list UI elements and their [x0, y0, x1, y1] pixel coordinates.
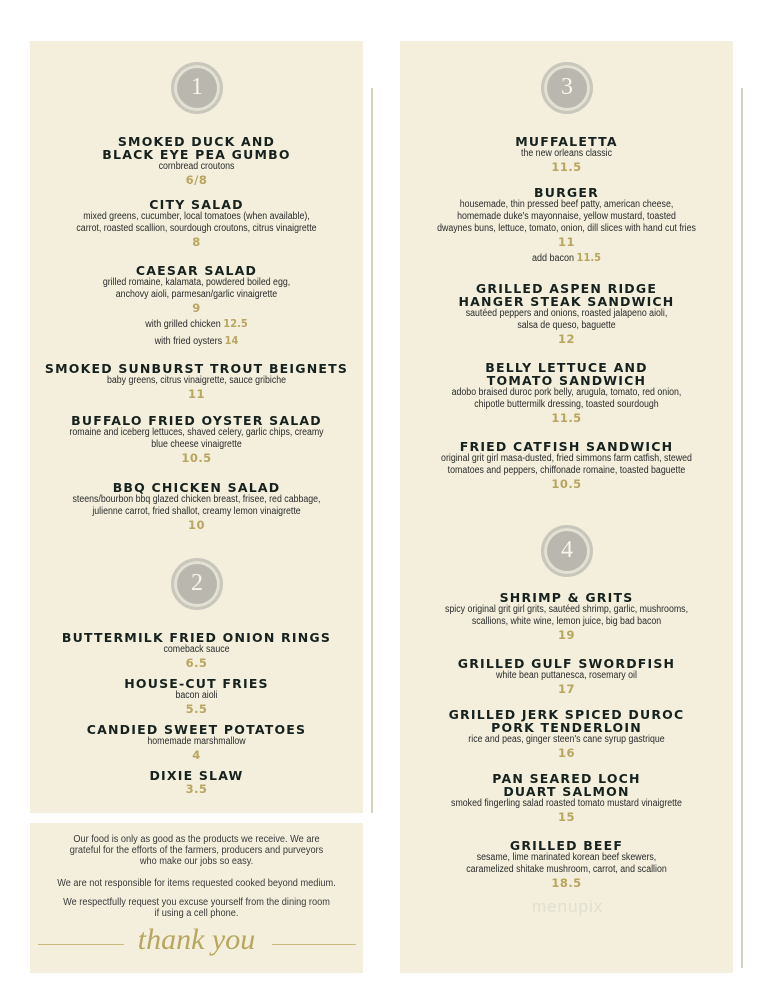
- item-description: carrot, roasted scallion, sourdough croutons, citrus vinaigrette: [76, 223, 317, 234]
- item-description: anchovy aioli, parmesan/garlic vinaigrette: [115, 289, 278, 300]
- item-description: romaine and iceberg lettuces, shaved celery, garlic chips, creamy: [69, 427, 324, 438]
- item-name: BUTTERMILK FRIED ONION RINGS: [61, 630, 332, 645]
- menu-item-caesar-salad: [30, 264, 363, 350]
- item-name: GRILLED ASPEN RIDGE: [475, 281, 658, 296]
- item-description: sesame, lime marinated korean beef skewers,: [476, 852, 657, 863]
- item-price: 10: [187, 518, 205, 532]
- menu-item-city-salad: [30, 198, 363, 250]
- item-name: PORK TENDERLOIN: [491, 720, 642, 735]
- menu-item-hanger-steak: [400, 282, 733, 347]
- item-description: grilled romaine, kalamata, powdered boiled egg,: [102, 277, 291, 288]
- item-name: DIXIE SLAW: [149, 768, 244, 783]
- item-description: blue cheese vinaigrette: [151, 439, 242, 450]
- item-price: 8: [192, 235, 201, 249]
- section-badge-3: 3: [541, 62, 593, 114]
- item-price: 4: [192, 748, 201, 762]
- item-description: steens/bourbon bbq glazed chicken breast, frisee, red cabbage,: [72, 494, 321, 505]
- item-name: PAN SEARED LOCH: [492, 771, 641, 786]
- menu-item-catfish: [400, 440, 733, 492]
- section-badge-1: 1: [171, 62, 223, 114]
- menu-item-fries: [30, 677, 363, 717]
- item-price: 6/8: [185, 173, 208, 187]
- item-addon: with grilled chicken 12.5: [145, 317, 248, 330]
- item-description: spicy original grit girl grits, sautéed shrimp, garlic, mushrooms,: [444, 604, 689, 615]
- item-description: original grit girl masa-dusted, fried simmons farm catfish, stewed: [441, 453, 692, 464]
- divider-line: [371, 88, 373, 813]
- item-description: comeback sauce: [163, 644, 230, 655]
- item-description: baby greens, citrus vinaigrette, sauce gribiche: [106, 375, 287, 386]
- menu-item-dixie-slaw: [30, 769, 363, 797]
- item-price: 6.5: [185, 656, 208, 670]
- item-description: caramelized shitake mushroom, carrot, and scallion: [466, 864, 667, 875]
- item-name: DUART SALMON: [503, 784, 630, 799]
- item-description: smoked fingerling salad roasted tomato mustard vinaigrette: [451, 798, 682, 809]
- menu-item-bbq-chicken-salad: [30, 481, 363, 533]
- item-price: 11: [187, 387, 205, 401]
- item-description: rice and peas, ginger steen's cane syrup gastrique: [468, 734, 665, 745]
- item-name: BURGER: [534, 185, 599, 200]
- item-name: GRILLED GULF SWORDFISH: [457, 656, 676, 671]
- menu-item-jerk-pork: [400, 708, 733, 761]
- item-description: cornbread croutons: [158, 161, 235, 172]
- item-price: 9: [192, 301, 201, 315]
- menu-item-muffaletta: [400, 135, 733, 175]
- item-price: 19: [557, 628, 575, 642]
- item-price: 11.5: [551, 411, 582, 425]
- item-price: 3.5: [185, 782, 208, 796]
- item-name: TOMATO SANDWICH: [486, 373, 647, 388]
- item-name: SHRIMP & GRITS: [499, 590, 634, 605]
- menu-item-swordfish: [400, 657, 733, 697]
- item-name: BLACK EYE PEA GUMBO: [102, 147, 291, 162]
- item-name: FRIED CATFISH SANDWICH: [459, 439, 674, 454]
- item-price: 12: [557, 332, 575, 346]
- item-name: HANGER STEAK SANDWICH: [458, 294, 675, 309]
- note-cooking: We are not responsible for items requested cooked beyond medium.: [57, 878, 336, 889]
- item-price: 17: [557, 682, 575, 696]
- menu-item-salmon: [400, 772, 733, 825]
- item-name: BELLY LETTUCE AND: [485, 360, 648, 375]
- thank-you-script: thank you: [137, 923, 256, 956]
- item-name: HOUSE-CUT FRIES: [124, 676, 269, 691]
- item-name: SMOKED SUNBURST TROUT BEIGNETS: [44, 361, 349, 376]
- item-name: SMOKED DUCK AND: [117, 134, 276, 149]
- item-description: housemade, thin pressed beef patty, american cheese,: [459, 199, 674, 210]
- item-description: dwaynes buns, lettuce, tomato, onion, dill slices with hand cut fries: [437, 223, 696, 234]
- item-price: 5.5: [185, 702, 208, 716]
- item-price: 16: [557, 746, 575, 760]
- item-price: 11: [557, 235, 575, 249]
- item-description: bacon aioli: [175, 690, 218, 701]
- item-price: 11.5: [551, 160, 582, 174]
- item-description: the new orleans classic: [521, 148, 612, 159]
- menu-item-trout-beignets: [30, 362, 363, 402]
- menu-item-blt: [400, 361, 733, 426]
- menu-item-sweet-potatoes: [30, 723, 363, 763]
- menu-item-onion-rings: [30, 631, 363, 671]
- menu-panel-right: [400, 41, 733, 973]
- item-name: MUFFALETTA: [515, 134, 618, 149]
- item-description: mixed greens, cucumber, local tomatoes (when available),: [83, 211, 310, 222]
- menu-item-shrimp-grits: [400, 591, 733, 643]
- item-addon: with fried oysters 14: [154, 334, 239, 347]
- divider-line: [741, 88, 743, 968]
- item-name: CITY SALAD: [149, 197, 244, 212]
- item-name: BBQ CHICKEN SALAD: [112, 480, 281, 495]
- item-name: CANDIED SWEET POTATOES: [86, 722, 307, 737]
- item-description: scallions, white wine, lemon juice, big bad bacon: [471, 616, 662, 627]
- item-description: adobo braised duroc pork belly, arugula, tomato, red onion,: [451, 387, 682, 398]
- item-name: GRILLED JERK SPICED DUROC: [448, 707, 685, 722]
- note-sourcing: Our food is only as good as the products we receive. We are grateful for the efforts of the farmers, producers and purveyors who make our jobs so easy.: [69, 834, 324, 867]
- item-description: tomatoes and peppers, chiffonade romaine, toasted baguette: [447, 465, 686, 476]
- item-description: homemade marshmallow: [147, 736, 246, 747]
- menu-item-oyster-salad: [30, 414, 363, 466]
- menu-item-burger: [400, 186, 733, 267]
- item-price: 18.5: [551, 876, 582, 890]
- menu-item-gumbo: [30, 135, 363, 188]
- item-price: 10.5: [181, 451, 212, 465]
- item-description: chipotle buttermilk dressing, toasted sourdough: [474, 399, 659, 410]
- item-description: julienne carrot, fried shallot, creamy lemon vinaigrette: [92, 506, 301, 517]
- item-description: sautéed peppers and onions, roasted jalapeno aioli,: [465, 308, 668, 319]
- item-price: 15: [557, 810, 575, 824]
- note-cell-phone: We respectfully request you excuse yourself from the dining room if using a cell phone.: [63, 897, 330, 919]
- item-name: CAESAR SALAD: [135, 263, 258, 278]
- item-description: homemade duke's mayonnaise, yellow mustard, toasted: [457, 211, 676, 222]
- item-name: GRILLED BEEF: [509, 838, 624, 853]
- section-badge-2: 2: [171, 558, 223, 610]
- item-description: white bean puttanesca, rosemary oil: [496, 670, 637, 681]
- item-price: 10.5: [551, 477, 582, 491]
- menu-item-grilled-beef: [400, 839, 733, 891]
- item-description: salsa de queso, baguette: [517, 320, 616, 331]
- item-addon: add bacon 11.5: [532, 251, 601, 264]
- watermark: menupix: [532, 897, 604, 916]
- section-badge-4: 4: [541, 525, 593, 577]
- item-name: BUFFALO FRIED OYSTER SALAD: [71, 413, 322, 428]
